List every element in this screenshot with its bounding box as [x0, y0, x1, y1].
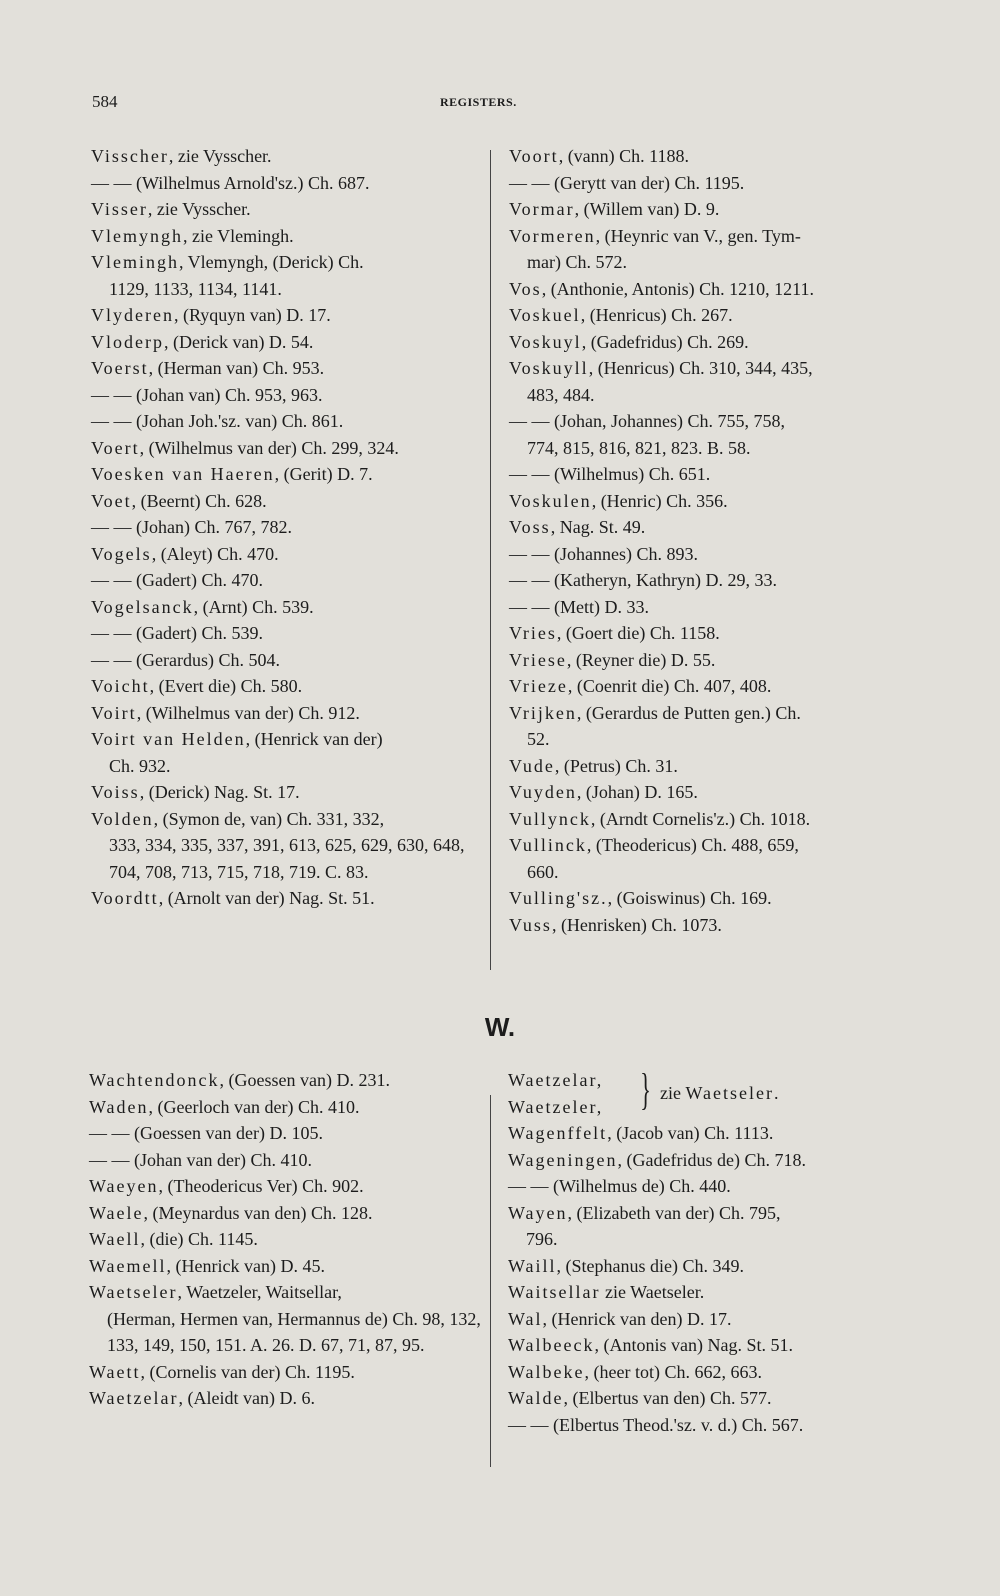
page-header [90, 92, 910, 116]
entry-headword: Waell [89, 1229, 141, 1249]
entry-headword: Voirt van Helden [91, 729, 246, 749]
entry-headword: Voskuyll [509, 358, 589, 378]
entry-continuation: Ch. 932. [109, 755, 171, 776]
entry-text: , (Arnolt van der) Nag. St. 51. [158, 888, 375, 908]
entry-text: , (Anthonie, Antonis) Ch. 1210, 1211. [541, 278, 815, 299]
entry-text: , (Antonis van) Nag. St. 51. [594, 1335, 793, 1355]
index-entry [91, 567, 491, 594]
index-entry [91, 779, 491, 806]
index-entry [508, 1173, 908, 1200]
index-entry [509, 885, 909, 912]
index-entry [89, 1067, 489, 1094]
index-entry [509, 912, 909, 939]
index-entry [89, 1359, 489, 1386]
entry-text: — — (Johannes) Ch. 893. [509, 543, 698, 564]
entry-headword: Vrijken [509, 702, 577, 723]
entry-text: , (Elbertus van den) Ch. 577. [563, 1388, 772, 1408]
entry-text: , (Henrisken) Ch. 1073. [551, 914, 722, 935]
entry-text: , (Goiswinus) Ch. 169. [607, 888, 772, 908]
entry-text: , (Stephanus die) Ch. 349. [556, 1255, 745, 1276]
entry-headword: Vlemingh [91, 252, 179, 272]
index-entry [509, 488, 909, 515]
index-entry [508, 1332, 908, 1359]
index-entry [508, 1279, 908, 1306]
index-entry [91, 673, 491, 700]
entry-headword: Voet [91, 490, 132, 511]
cross-reference-suffix: . [774, 1083, 779, 1103]
index-entry [509, 223, 909, 276]
entry-headword: Waett [89, 1361, 141, 1382]
entry-text: , Waetzeler, Waitsellar, [177, 1282, 342, 1302]
index-entry [509, 276, 909, 303]
brace-headword: Waetzeler, [508, 1096, 604, 1117]
index-entry [91, 647, 491, 674]
entry-text: , (Aleidt van) D. 6. [178, 1388, 315, 1408]
entry-text: — — (Gadert) Ch. 539. [91, 623, 263, 643]
entry-headword: Vormeren [509, 225, 596, 246]
index-entry [91, 700, 491, 727]
entry-text: — — (Johan van) Ch. 953, 963. [91, 384, 323, 405]
entry-headword: Waemell [89, 1255, 167, 1276]
index-entry [91, 329, 491, 356]
entry-text: , (Johan) D. 165. [576, 782, 698, 802]
entry-headword: Vogelsanck [91, 596, 194, 617]
entry-headword: Voirt [91, 702, 137, 723]
entry-text: , (Geerloch van der) Ch. 410. [148, 1096, 360, 1117]
entry-text: — — (Elbertus Theod.'sz. v. d.) Ch. 567. [508, 1414, 804, 1435]
entry-text: , (Gadefridus) Ch. 269. [581, 331, 749, 352]
index-entry [509, 700, 909, 753]
entry-continuation: 52. [527, 729, 550, 749]
index-entry [509, 143, 909, 170]
index-entry [509, 514, 909, 541]
index-entry [91, 196, 491, 223]
index-entry [89, 1094, 489, 1121]
index-entry [91, 382, 491, 409]
index-entry [509, 408, 909, 461]
entry-headword: Voesken van Haeren [91, 464, 275, 484]
entry-headword: Voort [509, 146, 559, 166]
index-entry [91, 594, 491, 621]
entry-text: , (Coenrit die) Ch. 407, 408. [567, 676, 772, 696]
index-column-bottom-left [89, 1067, 489, 1412]
index-column-bottom-right [508, 1067, 908, 1438]
index-entry [91, 461, 491, 488]
entry-headword: Vloderp [91, 331, 164, 352]
entry-text: , (Elizabeth van der) Ch. 795, [567, 1202, 781, 1223]
index-entry [509, 302, 909, 329]
entry-headword: Wal [508, 1308, 543, 1329]
index-entry [91, 355, 491, 382]
entry-headword: Vogels [91, 543, 152, 564]
index-entry [89, 1200, 489, 1227]
entry-text: , (Arnt) Ch. 539. [193, 596, 314, 617]
entry-headword: Voert [91, 437, 140, 458]
index-entry [508, 1147, 908, 1174]
curly-brace: } [640, 1065, 651, 1114]
entry-text: , (Goessen van) D. 231. [219, 1070, 390, 1090]
entry-text: , (Jacob van) Ch. 1113. [607, 1123, 774, 1143]
cross-reference-headword: Waetseler [685, 1083, 774, 1103]
entry-headword: Voiss [91, 782, 140, 802]
index-entry [91, 249, 491, 302]
entry-text: , zie Vysscher. [168, 146, 272, 166]
entry-continuation: 333, 334, 335, 337, 391, 613, 625, 629, 630, 648, 704, 708, 713, 715, 718, 719. C. 83. [109, 835, 465, 882]
index-entry [91, 143, 491, 170]
entry-text: zie Waetseler. [600, 1282, 705, 1302]
entry-text: , (Henrick van der) [245, 729, 383, 749]
entry-headword: Visscher [91, 146, 169, 166]
entry-headword: Voskulen [509, 490, 592, 511]
entry-headword: Volden [91, 808, 154, 829]
index-entry [509, 196, 909, 223]
index-entry [509, 647, 909, 674]
index-entry [509, 541, 909, 568]
running-head: REGISTERS. [440, 95, 517, 109]
entry-text: , (Henrick van) D. 45. [166, 1255, 325, 1276]
index-entry [509, 329, 909, 356]
entry-headword: Voskuel [509, 305, 581, 325]
cross-reference [660, 1080, 779, 1107]
entry-text: , (Goert die) Ch. 1158. [556, 623, 720, 643]
entry-text: , (Arndt Cornelis'z.) Ch. 1018. [590, 808, 811, 829]
entry-headword: Walde [508, 1388, 564, 1408]
entry-text: , zie Vysscher. [147, 199, 251, 219]
index-entry [509, 753, 909, 780]
entry-headword: Walbeke [508, 1361, 585, 1382]
entry-text: , (Theodericus) Ch. 488, 659, [586, 835, 799, 855]
entry-text: , (Wilhelmus van der) Ch. 912. [136, 702, 360, 723]
entry-headword: Voerst [91, 358, 149, 378]
entry-headword: Vude [509, 755, 555, 776]
entry-text: — — (Wilhelmus) Ch. 651. [509, 464, 711, 484]
index-entry [91, 435, 491, 462]
entry-text: , (Cornelis van der) Ch. 1195. [140, 1361, 355, 1382]
entry-headword: Vlyderen [91, 305, 174, 325]
entry-text: — — (Mett) D. 33. [509, 596, 649, 617]
entry-text: , Vlemyngh, (Derick) Ch. [179, 252, 364, 272]
index-entry [509, 461, 909, 488]
index-entry [91, 541, 491, 568]
entry-text: , (Meynardus van den) Ch. 128. [143, 1202, 373, 1223]
index-column-top-left [91, 143, 491, 912]
entry-headword: Vos [509, 278, 542, 299]
entry-text: , (Heynric van V., gen. Tym- [595, 225, 801, 246]
entry-text: — — (Johan van der) Ch. 410. [89, 1149, 312, 1170]
entry-text: , Nag. St. 49. [550, 517, 646, 537]
entry-continuation: mar) Ch. 572. [527, 252, 627, 272]
index-entry [89, 1385, 489, 1412]
entry-headword: Visser [91, 199, 148, 219]
entry-text: , (Henricus) Ch. 310, 344, 435, [588, 358, 813, 378]
entry-text: , (Petrus) Ch. 31. [554, 755, 678, 776]
brace-cross-reference-entry [508, 1067, 908, 1120]
index-entry [509, 355, 909, 408]
entry-text: , (heer tot) Ch. 662, 663. [584, 1361, 762, 1382]
index-entry [509, 832, 909, 885]
entry-headword: Voskuyl [509, 331, 582, 352]
index-entry [509, 779, 909, 806]
entry-headword: Waetseler [89, 1282, 178, 1302]
entry-headword: Vormar [509, 199, 575, 219]
entry-continuation: 1129, 1133, 1134, 1141. [109, 278, 282, 299]
entry-text: — — (Johan, Johannes) Ch. 755, 758, [509, 411, 785, 431]
entry-headword: Waetzelar [89, 1388, 179, 1408]
index-entry [508, 1200, 908, 1253]
index-entry [508, 1306, 908, 1333]
index-entry [89, 1147, 489, 1174]
index-entry [89, 1226, 489, 1253]
entry-text: , (Symon de, van) Ch. 331, 332, [153, 808, 385, 829]
entry-headword: Vulling'sz. [509, 888, 608, 908]
index-entry [89, 1279, 489, 1359]
index-entry [509, 620, 909, 647]
entry-text: — — (Wilhelmus de) Ch. 440. [508, 1176, 731, 1196]
index-entry [508, 1359, 908, 1386]
page-number: 584 [92, 92, 118, 111]
index-entry [508, 1120, 908, 1147]
entry-text: — — (Gerardus) Ch. 504. [91, 649, 280, 670]
entry-text: , (Willem van) D. 9. [574, 199, 720, 219]
index-entry [91, 408, 491, 435]
entry-headword: Vries [509, 623, 557, 643]
entry-text: — — (Katheryn, Kathryn) D. 29, 33. [509, 570, 777, 590]
entry-text: , (Aleyt) Ch. 470. [151, 543, 279, 564]
entry-text: , (Gerardus de Putten gen.) Ch. [576, 702, 801, 723]
entry-headword: Vuss [509, 914, 552, 935]
entry-text: , (Derick) Nag. St. 17. [139, 782, 300, 802]
index-entry [91, 726, 491, 779]
index-entry [91, 514, 491, 541]
entry-text: , (Ryquyn van) D. 17. [173, 305, 331, 325]
entry-text: , (Beernt) Ch. 628. [131, 490, 267, 511]
entry-text: , (Henricus) Ch. 267. [580, 305, 733, 325]
index-entry [89, 1253, 489, 1280]
entry-text: , (Derick van) D. 54. [163, 331, 314, 352]
index-entry [89, 1120, 489, 1147]
entry-continuation: (Herman, Hermen van, Hermannus de) Ch. 98, 132, 133, 149, 150, 151. A. 26. D. 67, 71, 87, 95. [107, 1308, 481, 1355]
entry-text: , (Theodericus Ver) Ch. 902. [158, 1176, 364, 1196]
entry-headword: Waele [89, 1202, 144, 1223]
entry-headword: Voordtt [91, 888, 159, 908]
index-entry [91, 170, 491, 197]
index-entry [509, 170, 909, 197]
entry-headword: Vullynck [509, 808, 591, 829]
cross-reference-prefix: zie [660, 1083, 686, 1103]
entry-continuation: 660. [527, 861, 559, 882]
entry-text: — — (Wilhelmus Arnold'sz.) Ch. 687. [91, 172, 370, 193]
index-entry [91, 806, 491, 886]
entry-text: , (Gerit) D. 7. [274, 464, 373, 484]
entry-headword: Vuyden [509, 782, 577, 802]
entry-text: , (Wilhelmus van der) Ch. 299, 324. [139, 437, 399, 458]
brace-headwords [508, 1067, 603, 1120]
entry-text: — — (Johan Joh.'sz. van) Ch. 861. [91, 411, 344, 431]
index-entry [91, 620, 491, 647]
index-entry [91, 488, 491, 515]
entry-text: , (Henrick van den) D. 17. [542, 1308, 732, 1329]
column-divider-bottom [490, 1095, 491, 1467]
index-entry [508, 1385, 908, 1412]
entry-text: , (Gadefridus de) Ch. 718. [617, 1149, 806, 1170]
entry-text: , (Herman van) Ch. 953. [148, 358, 325, 378]
entry-text: , (Henric) Ch. 356. [591, 490, 728, 511]
entry-text: — — (Goessen van der) D. 105. [89, 1123, 323, 1143]
entry-headword: Vriese [509, 649, 567, 670]
entry-headword: Waeyen [89, 1176, 159, 1196]
index-entry [509, 594, 909, 621]
brace-headword: Waetzelar, [508, 1070, 604, 1090]
index-entry [508, 1253, 908, 1280]
entry-headword: Wageningen [508, 1149, 618, 1170]
index-entry [91, 302, 491, 329]
entry-headword: Walbeeck [508, 1335, 595, 1355]
entry-continuation: 483, 484. [527, 384, 595, 405]
index-entry [509, 567, 909, 594]
entry-continuation: 774, 815, 816, 821, 823. B. 58. [527, 437, 751, 458]
entry-headword: Voicht [91, 676, 150, 696]
entry-text: , zie Vlemingh. [183, 225, 294, 246]
index-entry [509, 806, 909, 833]
index-entry [91, 885, 491, 912]
entry-headword: Waden [89, 1096, 149, 1117]
entry-continuation: 796. [526, 1229, 558, 1249]
entry-text: , (Evert die) Ch. 580. [149, 676, 303, 696]
index-entry [508, 1412, 908, 1439]
index-column-top-right [509, 143, 909, 938]
index-entry [509, 673, 909, 700]
entry-text: — — (Gadert) Ch. 470. [91, 570, 263, 590]
entry-headword: Vlemyngh [91, 225, 183, 246]
column-divider-top [490, 150, 491, 970]
entry-headword: Waill [508, 1255, 557, 1276]
index-entry [89, 1173, 489, 1200]
entry-text: , (Reyner die) D. 55. [566, 649, 716, 670]
index-entry [91, 223, 491, 250]
entry-headword: Vrieze [509, 676, 568, 696]
entry-headword: Waitsellar [508, 1282, 601, 1302]
entry-text: , (vann) Ch. 1188. [558, 146, 690, 166]
entry-headword: Voss [509, 517, 551, 537]
entry-headword: Vullinck [509, 835, 587, 855]
entry-headword: Wachtendonck [89, 1070, 220, 1090]
section-letter: W. [484, 1012, 516, 1042]
entry-headword: Wayen [508, 1202, 568, 1223]
entry-text: — — (Gerytt van der) Ch. 1195. [509, 172, 745, 193]
entry-text: , (die) Ch. 1145. [140, 1229, 258, 1249]
entry-headword: Wagenffelt [508, 1123, 608, 1143]
entry-text: — — (Johan) Ch. 767, 782. [91, 517, 292, 537]
